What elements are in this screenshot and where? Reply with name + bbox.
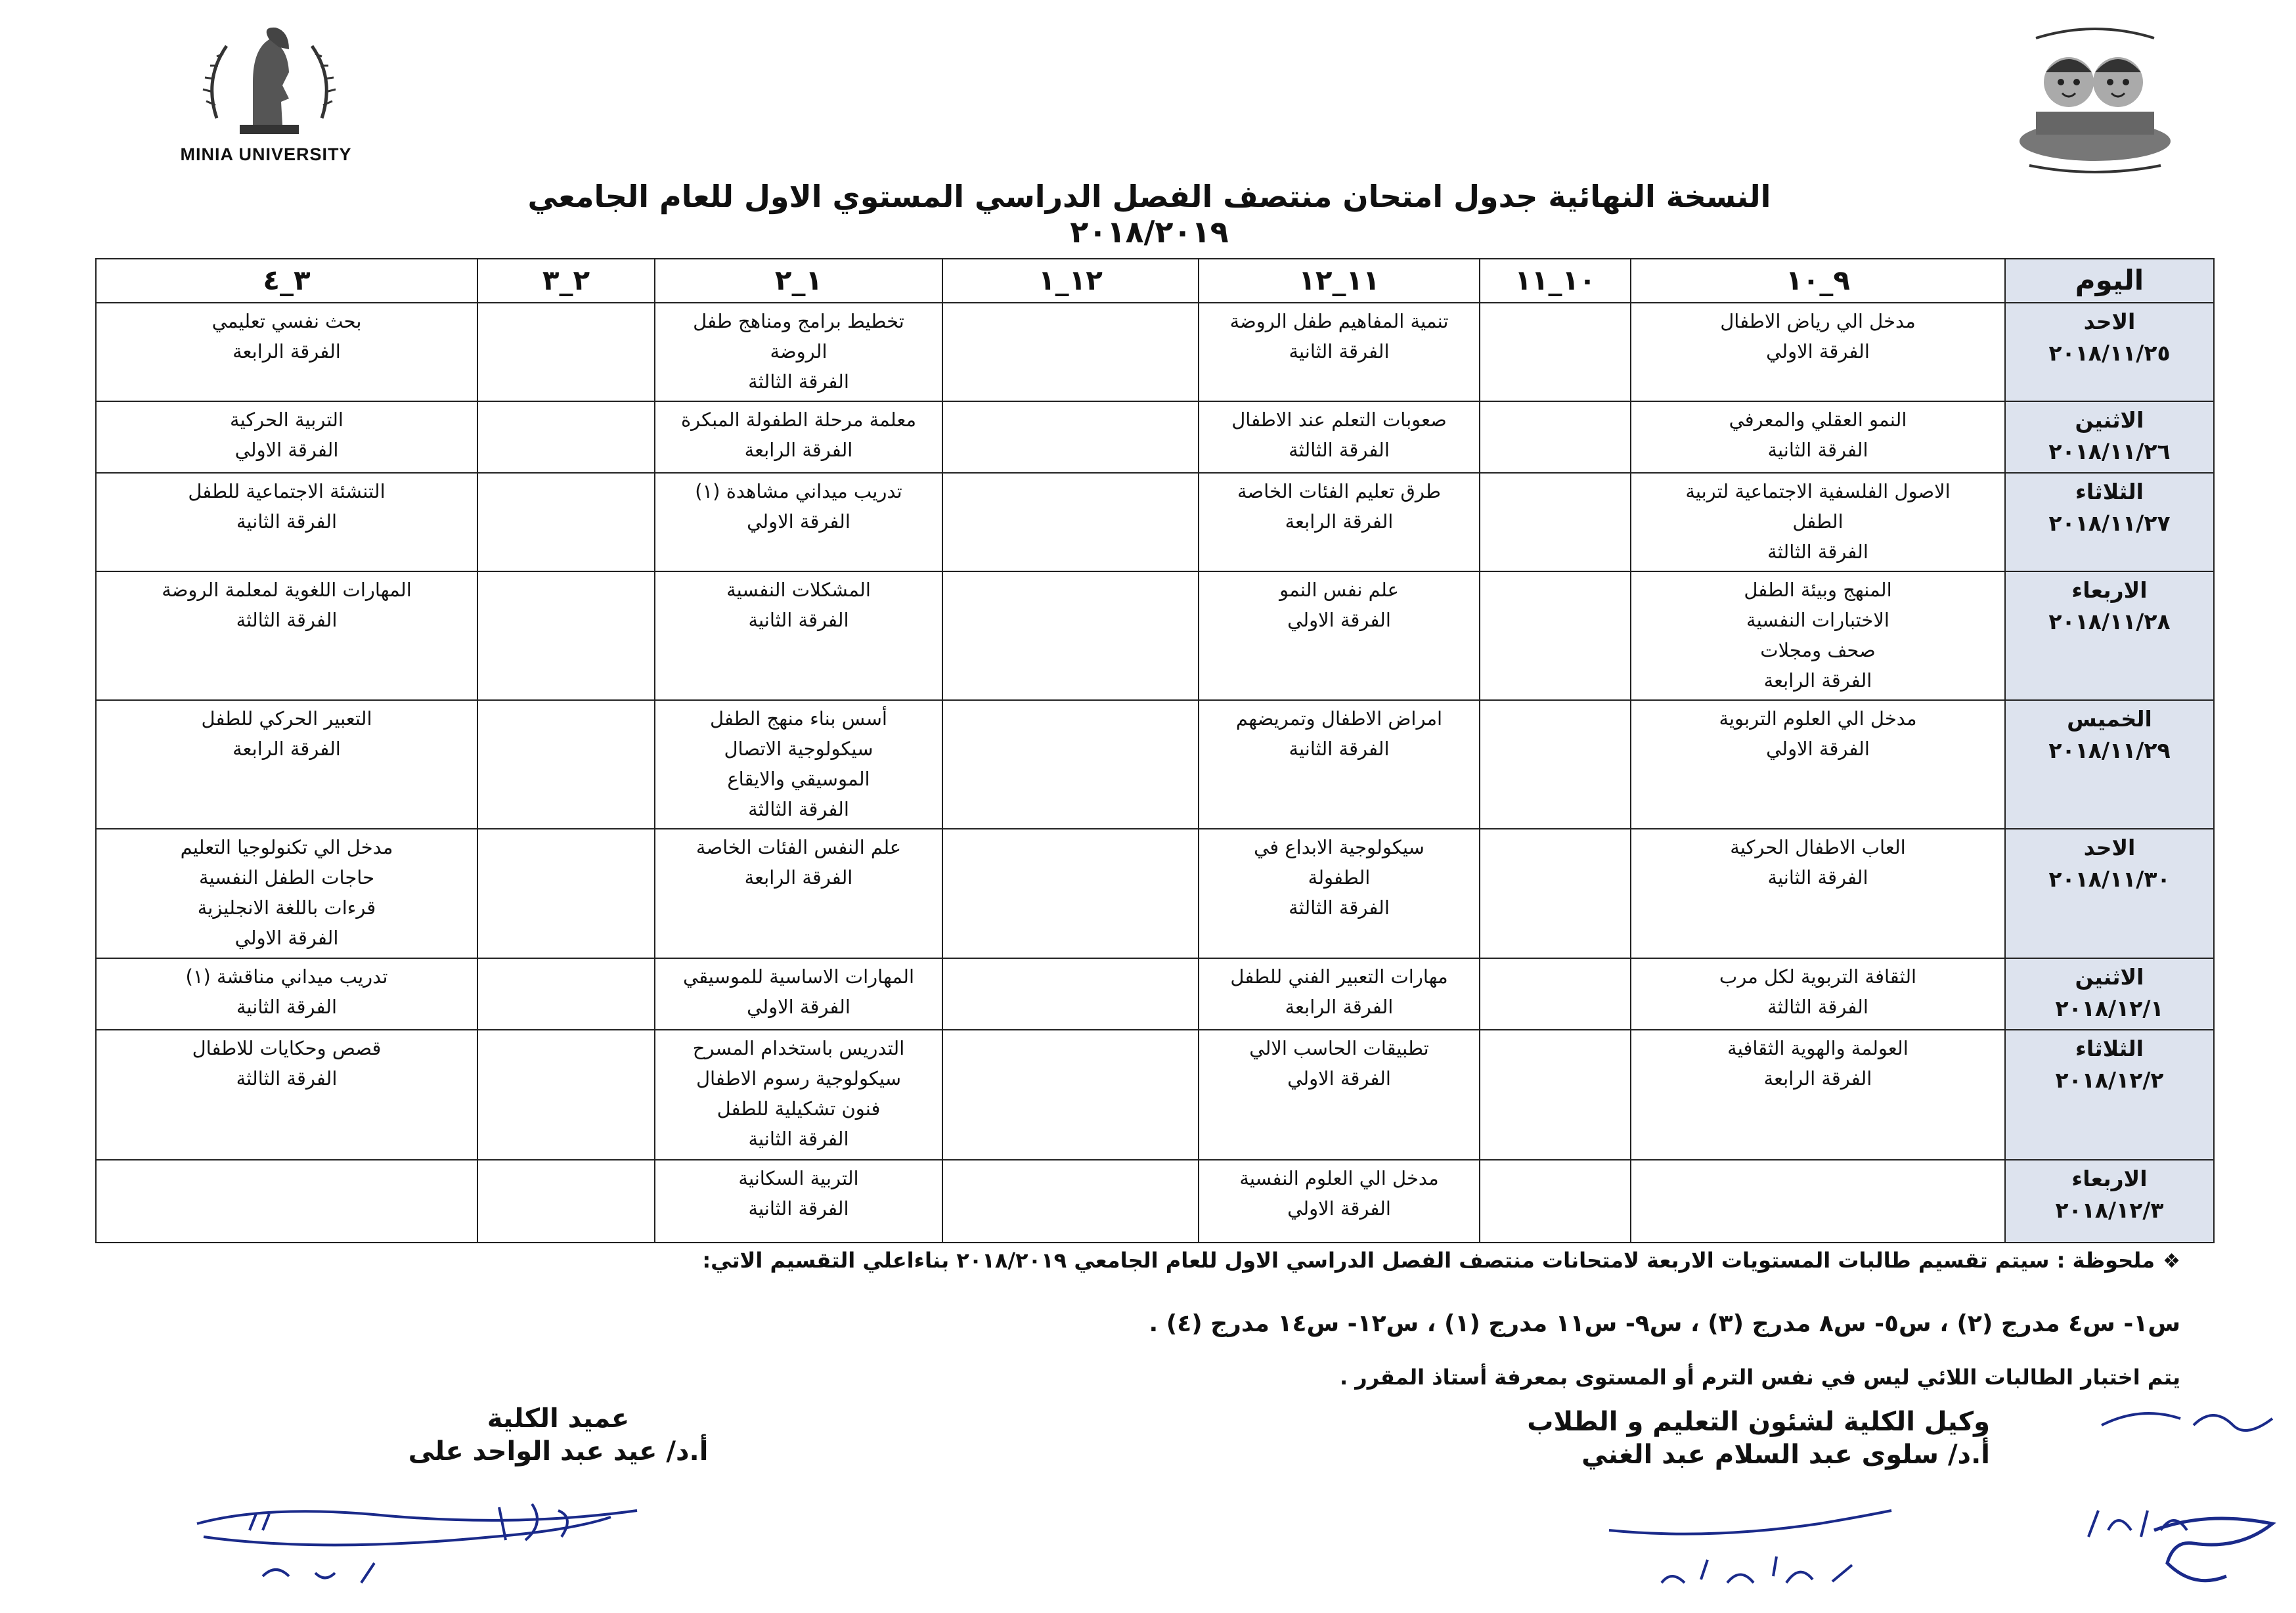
day-name: الاثنين xyxy=(2075,407,2144,433)
slot-cell-11-12 xyxy=(1199,829,1480,958)
exam-date: ٢٠١٨/١١/٢٧ xyxy=(2048,510,2171,537)
course-name: مهارات التعبير الفني للطفل xyxy=(1230,965,1448,988)
student-group-label: الفرقة الثالثة xyxy=(236,608,338,631)
course-name: التنشئة الاجتماعية للطفل xyxy=(188,480,386,503)
course-name: فنون تشكيلية للطفل xyxy=(717,1097,881,1120)
course-name: الاختبارات النفسية xyxy=(1746,608,1889,631)
student-group-label: الفرقة الثانية xyxy=(748,1128,849,1151)
day-cell xyxy=(2005,303,2214,401)
day-name: الاثنين xyxy=(2075,963,2144,990)
student-group-label: الفرقة الرابعة xyxy=(232,340,341,363)
student-group-label: الفرقة الثانية xyxy=(748,1197,849,1220)
student-group-label: الفرقة الثالثة xyxy=(748,370,849,393)
note-line-2: س١- س٤ مدرج (٢) ، س٥- س٨ مدرج (٣) ، س٩- س١١ مدرج (١) ، س١٢- س١٤ مدرج (٤) . xyxy=(1149,1310,2180,1337)
slot-cell-11-12 xyxy=(1199,401,1480,473)
exam-date: ٢٠١٨/١١/٢٨ xyxy=(2048,608,2171,634)
day-name: الاربعاء xyxy=(2071,577,2148,603)
course-name: المنهج وبيئة الطفل xyxy=(1744,578,1892,601)
slot-cell-3-4 xyxy=(96,303,477,401)
student-group-label: الفرقة الثانية xyxy=(1767,438,1868,461)
slot-cell-3-4 xyxy=(96,1160,477,1243)
slot-cell-2-3 xyxy=(477,700,655,829)
slot-cell-2-3 xyxy=(477,401,655,473)
registrar-handwritten-signature xyxy=(2075,1399,2292,1609)
student-group-label: الفرقة الرابعة xyxy=(1285,510,1394,533)
student-group-label: الفرقة الاولي xyxy=(1766,340,1870,363)
course-name: الموسيقي والايقاع xyxy=(727,768,870,791)
slot-cell-11-12 xyxy=(1199,303,1480,401)
exam-date: ٢٠١٨/١٢/٢ xyxy=(2055,1067,2164,1094)
day-cell xyxy=(2005,829,2214,958)
course-name: علم النفس الفئات الخاصة xyxy=(695,836,902,859)
student-group-label: الفرقة الرابعة xyxy=(744,866,853,889)
table-row xyxy=(96,700,2214,829)
course-name: مدخل الي تكنولوجيا التعليم xyxy=(180,836,393,859)
column-header-1-2: ١_٢ xyxy=(655,259,942,303)
course-name: تطبيقات الحاسب الالي xyxy=(1249,1037,1429,1060)
course-name: التدريس باستخدام المسرح xyxy=(692,1037,905,1060)
slot-cell-3-4 xyxy=(96,700,477,829)
student-group-label: الفرقة الرابعة xyxy=(232,738,341,761)
table-row xyxy=(96,303,2214,401)
day-name: الاحد xyxy=(2083,835,2136,861)
dean-title: عميد الكلية xyxy=(487,1403,630,1434)
slot-cell-2-3 xyxy=(477,1160,655,1243)
student-group-label: الفرقة الثانية xyxy=(1289,738,1390,761)
slot-cell-1-2 xyxy=(655,401,942,473)
slot-cell-1-2 xyxy=(655,1160,942,1243)
slot-cell-9-10 xyxy=(1631,958,2005,1030)
slot-cell-1-2 xyxy=(655,958,942,1030)
course-name: قصص وحكايات للاطفال xyxy=(192,1037,382,1060)
course-name: المشكلات النفسية xyxy=(726,578,871,601)
student-group-label: الفرقة الثانية xyxy=(1767,866,1868,889)
day-cell xyxy=(2005,700,2214,829)
course-name: الروضة xyxy=(770,340,828,363)
slot-cell-12-1 xyxy=(942,401,1199,473)
dean-signature-block xyxy=(328,1402,788,1468)
slot-cell-10-11 xyxy=(1480,401,1631,473)
slot-cell-9-10 xyxy=(1631,700,2005,829)
slot-cell-3-4 xyxy=(96,829,477,958)
column-header-3-4: ٣_٤ xyxy=(96,259,477,303)
course-name: التربية الحركية xyxy=(230,408,343,431)
exam-date: ٢٠١٨/١٢/١ xyxy=(2055,995,2164,1021)
slot-cell-3-4 xyxy=(96,401,477,473)
day-cell xyxy=(2005,401,2214,473)
student-group-label: الفرقة الرابعة xyxy=(744,438,853,461)
slot-cell-12-1 xyxy=(942,958,1199,1030)
column-header-9-10: ٩_١٠ xyxy=(1631,259,2005,303)
column-header-12-1: ١٢_١ xyxy=(942,259,1199,303)
day-cell xyxy=(2005,1160,2214,1243)
exam-date: ٢٠١٨/١١/٣٠ xyxy=(2048,866,2171,893)
slot-cell-9-10 xyxy=(1631,303,2005,401)
day-cell xyxy=(2005,571,2214,700)
slot-cell-10-11 xyxy=(1480,1160,1631,1243)
student-group-label: الفرقة الاولي xyxy=(1287,608,1391,631)
column-header-2-3: ٢_٣ xyxy=(477,259,655,303)
slot-cell-10-11 xyxy=(1480,958,1631,1030)
course-name: الثقافة التربوية لكل مرب xyxy=(1719,965,1917,988)
table-row xyxy=(96,829,2214,958)
course-name: امراض الاطفال وتمريضهم xyxy=(1235,707,1443,730)
document-title: النسخة النهائية جدول امتحان منتصف الفصل الدراسي المستوي الاول للعام الجامعي ٢٠١٨/٢٠١٩ xyxy=(527,179,1771,250)
course-name: تدريب ميداني مشاهدة (١) xyxy=(695,480,902,503)
course-name: النمو العقلي والمعرفي xyxy=(1729,408,1907,431)
slot-cell-10-11 xyxy=(1480,1030,1631,1160)
vice-dean-name: أ.د/ سلوى عبد السلام عبد الغني xyxy=(1581,1440,1990,1470)
slot-cell-12-1 xyxy=(942,700,1199,829)
faculty-children-logo-icon xyxy=(2010,20,2180,177)
student-group-label: الفرقة الاولي xyxy=(1287,1067,1391,1090)
slot-cell-2-3 xyxy=(477,571,655,700)
slot-cell-9-10 xyxy=(1631,1030,2005,1160)
course-name: مدخل الي رياض الاطفال xyxy=(1720,310,1916,332)
student-group-label: الفرقة الاولي xyxy=(234,927,339,950)
exam-schedule-table xyxy=(95,258,2215,1243)
slot-cell-9-10 xyxy=(1631,829,2005,958)
student-group-label: الفرقة الثانية xyxy=(748,608,849,631)
course-name: تنمية المفاهيم طفل الروضة xyxy=(1229,310,1449,332)
table-row xyxy=(96,571,2214,700)
course-name: قرءات باللغة الانجليزية xyxy=(197,896,376,919)
slot-cell-10-11 xyxy=(1480,303,1631,401)
course-name: التربية السكانية xyxy=(738,1167,859,1190)
course-name: سيكولوجية الاتصال xyxy=(724,738,873,761)
table-row xyxy=(96,473,2214,571)
student-group-label: الفرقة الاولي xyxy=(1287,1197,1391,1220)
student-group-label: الفرقة الثانية xyxy=(1289,340,1390,363)
student-group-label: الفرقة الثالثة xyxy=(1289,896,1390,919)
slot-cell-11-12 xyxy=(1199,571,1480,700)
student-group-label: الفرقة الرابعة xyxy=(1763,669,1872,692)
slot-cell-11-12 xyxy=(1199,958,1480,1030)
course-name: علم نفس النمو xyxy=(1279,578,1399,601)
course-name: أسس بناء منهج الطفل xyxy=(710,707,887,730)
dean-name: أ.د/ عيد عبد الواحد على xyxy=(408,1436,709,1467)
slot-cell-12-1 xyxy=(942,473,1199,571)
slot-cell-1-2 xyxy=(655,473,942,571)
student-group-label: الفرقة الثانية xyxy=(236,510,338,533)
course-name: صعوبات التعلم عند الاطفال xyxy=(1231,408,1447,431)
slot-cell-11-12 xyxy=(1199,1160,1480,1243)
course-name: العولمة والهوية الثقافية xyxy=(1727,1037,1909,1060)
slot-cell-2-3 xyxy=(477,958,655,1030)
student-group-label: الفرقة الاولي xyxy=(234,438,339,461)
slot-cell-9-10 xyxy=(1631,1160,2005,1243)
day-name: الثلاثاء xyxy=(2075,1036,2144,1062)
exam-date: ٢٠١٨/١١/٢٩ xyxy=(2048,738,2171,764)
vice-dean-title: وكيل الكلية لشئون التعليم و الطلاب xyxy=(1527,1407,1990,1437)
slot-cell-12-1 xyxy=(942,571,1199,700)
day-name: الاحد xyxy=(2083,309,2136,334)
slot-cell-12-1 xyxy=(942,303,1199,401)
course-name: المهارات الاساسية للموسيقي xyxy=(682,965,915,988)
student-group-label: الفرقة الرابعة xyxy=(1763,1067,1872,1090)
course-name: الاصول الفلسفية الاجتماعية لتربية xyxy=(1685,480,1951,503)
student-group-label: الفرقة الثالثة xyxy=(1767,541,1868,563)
course-name: معلمة مرحلة الطفولة المبكرة xyxy=(680,408,917,431)
slot-cell-2-3 xyxy=(477,829,655,958)
course-name: حاجات الطفل النفسية xyxy=(198,866,375,889)
course-name: المهارات اللغوية لمعلمة الروضة xyxy=(162,578,412,601)
day-cell xyxy=(2005,1030,2214,1160)
logo-caption: MINIA UNIVERSITY xyxy=(180,144,352,164)
diamond-bullet-icon: ❖ xyxy=(2163,1250,2180,1273)
vice-dean-signature-block xyxy=(1491,1405,1990,1471)
course-name: مدخل الي العلوم النفسية xyxy=(1239,1167,1439,1190)
note-line-3: يتم اختبار الطالبات اللائي ليس في نفس الترم أو المستوى بمعرفة أستاذ المقرر . xyxy=(1339,1365,2180,1390)
slot-cell-12-1 xyxy=(942,1030,1199,1160)
course-name: سيكولوجية رسوم الاطفال xyxy=(695,1067,902,1090)
day-name: الاربعاء xyxy=(2071,1166,2148,1192)
slot-cell-10-11 xyxy=(1480,473,1631,571)
slot-cell-1-2 xyxy=(655,571,942,700)
course-name: مدخل الي العلوم التربوية xyxy=(1719,707,1917,730)
slot-cell-1-2 xyxy=(655,700,942,829)
slot-cell-3-4 xyxy=(96,958,477,1030)
column-header-11-12: ١١_١٢ xyxy=(1199,259,1480,303)
student-group-label: الفرقة الاولي xyxy=(747,510,850,533)
university-seal-icon xyxy=(190,20,348,144)
column-header-day: اليوم xyxy=(2005,259,2214,303)
course-name: طرق تعليم الفئات الخاصة xyxy=(1237,480,1442,503)
table-header-row xyxy=(96,259,2214,303)
table-row xyxy=(96,401,2214,473)
day-cell xyxy=(2005,958,2214,1030)
slot-cell-12-1 xyxy=(942,1160,1199,1243)
slot-cell-9-10 xyxy=(1631,401,2005,473)
student-group-label: الفرقة الرابعة xyxy=(1285,995,1394,1018)
slot-cell-1-2 xyxy=(655,303,942,401)
slot-cell-12-1 xyxy=(942,829,1199,958)
slot-cell-1-2 xyxy=(655,829,942,958)
slot-cell-11-12 xyxy=(1199,700,1480,829)
slot-cell-2-3 xyxy=(477,303,655,401)
course-name: الطفولة xyxy=(1308,866,1371,889)
slot-cell-9-10 xyxy=(1631,571,2005,700)
schedule-body xyxy=(96,303,2214,1243)
student-group-label: الفرقة الثالثة xyxy=(748,798,849,821)
course-name: بحث نفسي تعليمي xyxy=(211,310,362,332)
student-group-label: الفرقة الاولي xyxy=(1766,738,1870,761)
course-name: تخطيط برامج ومناهج طفل xyxy=(693,310,904,332)
course-name: سيكولوجية الابداع في xyxy=(1254,836,1424,859)
student-group-label: الفرقة الثالثة xyxy=(1289,438,1390,461)
slot-cell-1-2 xyxy=(655,1030,942,1160)
exam-date: ٢٠١٨/١١/٢٦ xyxy=(2048,438,2171,464)
table-row xyxy=(96,958,2214,1030)
vice-dean-handwritten-signature xyxy=(1602,1504,1918,1609)
student-group-label: الفرقة الثالثة xyxy=(1767,995,1868,1018)
table-row xyxy=(96,1160,2214,1243)
slot-cell-2-3 xyxy=(477,473,655,571)
slot-cell-2-3 xyxy=(477,1030,655,1160)
slot-cell-10-11 xyxy=(1480,700,1631,829)
exam-date: ٢٠١٨/١٢/٣ xyxy=(2055,1197,2164,1224)
day-name: الخميس xyxy=(2067,706,2152,732)
student-group-label: الفرقة الثالثة xyxy=(236,1067,338,1090)
slot-cell-11-12 xyxy=(1199,473,1480,571)
dean-handwritten-signature xyxy=(190,1491,663,1609)
slot-cell-10-11 xyxy=(1480,829,1631,958)
note-line-1 xyxy=(276,1248,2180,1273)
table-row xyxy=(96,1030,2214,1160)
course-name: تدريب ميداني مناقشة (١) xyxy=(185,965,388,988)
note-text-1: ملحوظة : سيتم تقسيم طالبات المستويات الاربعة لامتحانات منتصف الفصل الدراسي الاول للعام الجامعي ٢٠١٨/٢٠١٩ بناءاعلي التقسيم الاتي: xyxy=(702,1248,2155,1273)
course-name: التعبير الحركي للطفل xyxy=(201,707,372,730)
slot-cell-11-12 xyxy=(1199,1030,1480,1160)
slot-cell-3-4 xyxy=(96,473,477,571)
student-group-label: الفرقة الاولي xyxy=(747,995,850,1018)
student-group-label: الفرقة الثانية xyxy=(236,995,338,1018)
column-header-10-11: ١٠_١١ xyxy=(1480,259,1631,303)
slot-cell-3-4 xyxy=(96,571,477,700)
day-name: الثلاثاء xyxy=(2075,479,2144,505)
slot-cell-3-4 xyxy=(96,1030,477,1160)
course-name: العاب الاطفال الحركية xyxy=(1730,836,1906,859)
course-name: الطفل xyxy=(1792,510,1843,533)
slot-cell-9-10 xyxy=(1631,473,2005,571)
day-cell xyxy=(2005,473,2214,571)
minia-university-logo xyxy=(177,20,355,164)
course-name: صحف ومجلات xyxy=(1760,638,1876,661)
slot-cell-10-11 xyxy=(1480,571,1631,700)
exam-date: ٢٠١٨/١١/٢٥ xyxy=(2048,340,2171,366)
